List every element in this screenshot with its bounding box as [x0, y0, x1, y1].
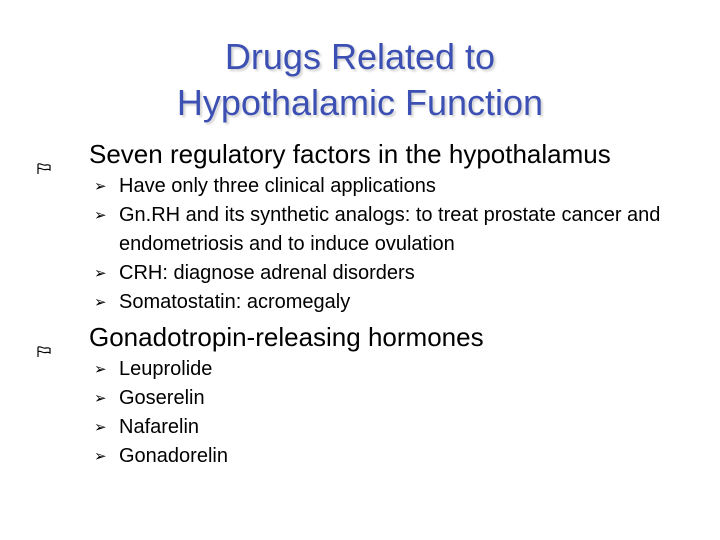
arrowhead-bullet-icon: ➢ — [94, 293, 107, 311]
sub-bullet-text: Have only three clinical applications — [119, 175, 436, 197]
bullet-text: Gonadotropin-releasing hormones — [89, 322, 484, 352]
sub-bullet-item — [37, 355, 687, 384]
slide-body — [37, 138, 687, 475]
sub-bullet-item — [37, 259, 687, 288]
slide-title-line-1: Drugs Related to — [224, 36, 496, 77]
slide-title-line-2: Hypothalamic Function — [176, 82, 544, 123]
arrowhead-bullet-icon: ➢ — [94, 206, 107, 224]
sub-bullet-text: Leuprolide — [119, 358, 213, 380]
bullet-item — [37, 321, 687, 471]
arrowhead-bullet-icon: ➢ — [94, 264, 107, 282]
sub-bullet-text: Gn.RH and its synthetic analogs: to treat prostate cancer and endometriosis and to induce ovulation — [119, 204, 661, 255]
sub-bullet-item — [37, 384, 687, 413]
sub-bullet-item — [37, 442, 687, 471]
sub-bullet-list — [37, 355, 687, 471]
arrowhead-bullet-icon: ➢ — [94, 447, 107, 465]
sub-bullet-text: Nafarelin — [119, 416, 200, 438]
arrowhead-bullet-icon: ➢ — [94, 177, 107, 195]
sub-bullet-item — [37, 172, 687, 201]
slide-title — [0, 34, 720, 126]
sub-bullet-list — [37, 172, 687, 317]
bullet-flag-icon — [37, 150, 51, 162]
bullet-item — [37, 138, 687, 317]
sub-bullet-item — [37, 288, 687, 317]
sub-bullet-text: CRH: diagnose adrenal disorders — [119, 262, 415, 284]
arrowhead-bullet-icon: ➢ — [94, 418, 107, 436]
sub-bullet-text: Gonadorelin — [119, 445, 228, 467]
sub-bullet-item — [37, 413, 687, 442]
sub-bullet-text: Somatostatin: acromegaly — [119, 291, 351, 313]
arrowhead-bullet-icon: ➢ — [94, 389, 107, 407]
bullet-text: Seven regulatory factors in the hypothalamus — [89, 139, 611, 169]
arrowhead-bullet-icon: ➢ — [94, 360, 107, 378]
bullet-flag-icon — [37, 333, 51, 345]
sub-bullet-item — [37, 201, 687, 259]
sub-bullet-text: Goserelin — [119, 387, 205, 409]
